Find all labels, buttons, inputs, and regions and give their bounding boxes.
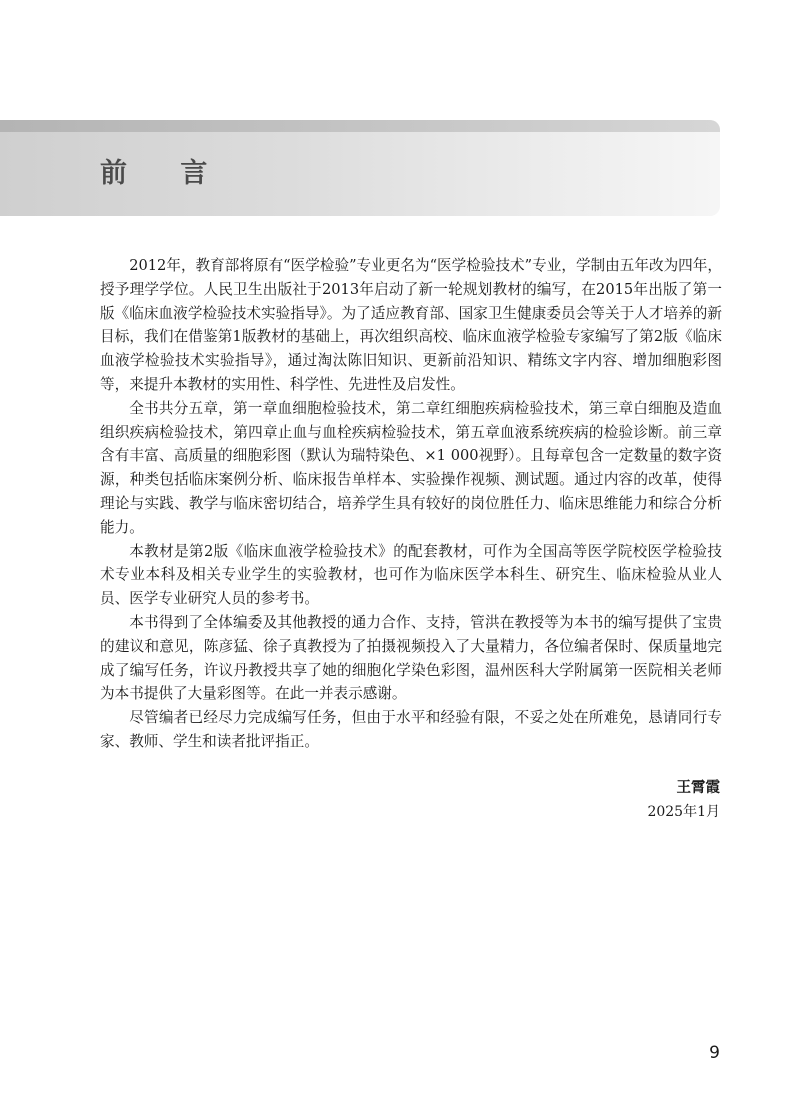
- signature-date: 2025年1月: [647, 804, 720, 820]
- paragraph-4: 本书得到了全体编委及其他教授的通力合作、支持，管洪在教授等为本书的编写提供了宝贵的建议和意见，陈彦猛、徐子真教授为了拍摄视频投入了大量精力，各位编者保时、保质量地完成了编写任务，许议丹教授共享了她的细胞化学染色彩图，温州医科大学附属第一医院相关老师为本书提供了大量彩图等。在此一并表示感谢。: [100, 613, 722, 703]
- signature-block: [560, 776, 720, 824]
- paragraph-5: 尽管编者已经尽力完成编写任务，但由于水平和经验有限，不妥之处在所难免，恳请同行专家、教师、学生和读者批评指正。: [100, 709, 722, 750]
- paragraph-1: 2012年，教育部将原有“医学检验”专业更名为“医学检验技术”专业，学制由五年改为四年，授予理学学位。人民卫生出版社于2013年启动了新一轮规划教材的编写，在2015年出版了第一版《临床血液学检验技术实验指导》。为了适应教育部、国家卫生健康委员会等关于人才培养的新目标，我们在借鉴第1版教材的基础上，再次组织高校、临床血液学检验专家编写了第2版《临床血液学检验技术实验指导》，通过淘汰陈旧知识、更新前沿知识、精练文字内容、增加细胞彩图等，来提升本教材的实用性、科学性、先进性及启发性。: [100, 257, 722, 393]
- preface-body: [100, 254, 722, 754]
- paragraph-2: 全书共分五章，第一章血细胞检验技术，第二章红细胞疾病检验技术，第三章白细胞及造血组织疾病检验技术，第四章止血与血栓疾病检验技术，第五章血液系统疾病的检验诊断。前三章含有丰富、高质量的细胞彩图（默认为瑞特染色、×1 000视野）。且每章包含一定数量的数字资源，种类包括临床案例分析、临床报告单样本、实验操作视频、测试题。通过内容的改革，使得理论与实践、教学与临床密切结合，培养学生具有较好的岗位胜任力、临床思维能力和综合分析能力。: [100, 399, 722, 536]
- author-name: 王霄霞: [676, 780, 720, 796]
- page-number: 9: [709, 1043, 720, 1063]
- page-title: 前 言: [100, 158, 230, 189]
- paragraph-3: 本教材是第2版《临床血液学检验技术》的配套教材，可作为全国高等医学院校医学检验技术专业本科及相关专业学生的实验教材，也可作为临床医学本科生、研究生、临床检验从业人员、医学专业研究人员的参考书。: [100, 542, 722, 608]
